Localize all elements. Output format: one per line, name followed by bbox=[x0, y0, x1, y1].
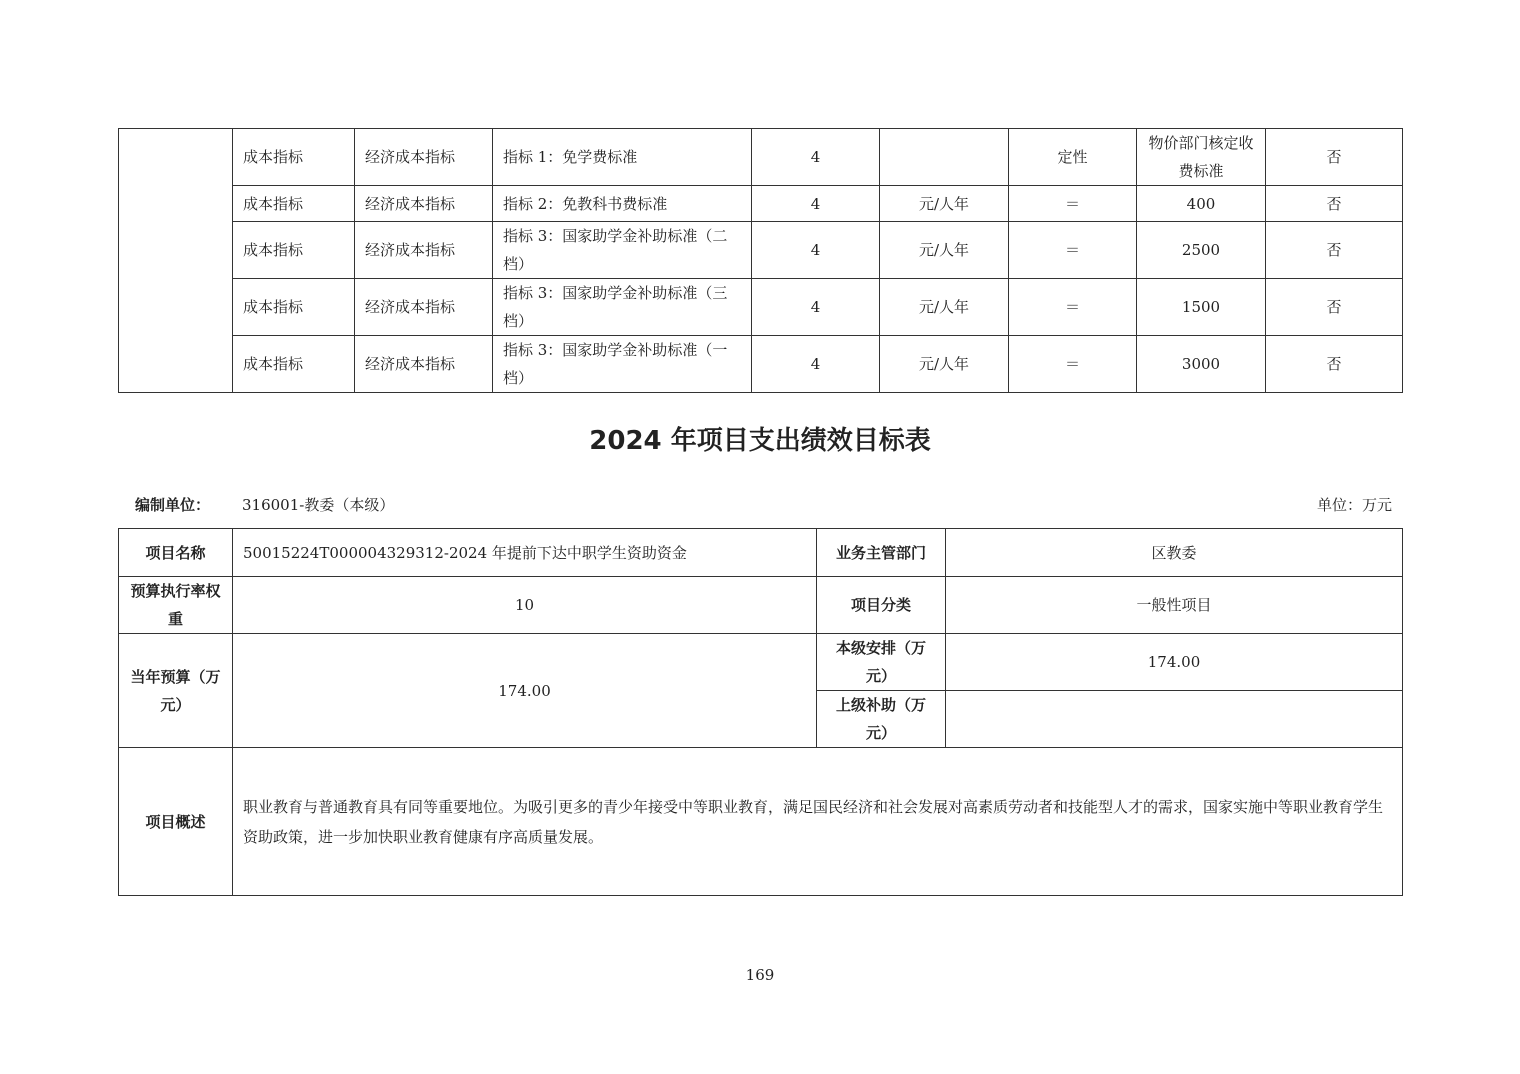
upper-subsidy-label: 上级补助（万元） bbox=[817, 691, 946, 748]
category-label: 项目分类 bbox=[817, 577, 946, 634]
table-row bbox=[119, 529, 1403, 577]
indicator-weight: 4 bbox=[752, 222, 880, 279]
table-row bbox=[119, 336, 1403, 393]
category-value: 一般性项目 bbox=[946, 577, 1403, 634]
indicator-negative: 否 bbox=[1266, 279, 1403, 336]
prepared-by-label: 编制单位： bbox=[135, 496, 211, 514]
indicator-negative: 否 bbox=[1266, 129, 1403, 186]
indicator-level1: 成本指标 bbox=[233, 186, 355, 222]
indicator-unit: 元/人年 bbox=[880, 186, 1009, 222]
indicator-name: 指标 2：免教科书费标准 bbox=[493, 186, 752, 222]
indicator-name: 指标 3：国家助学金补助标准（三档） bbox=[493, 279, 752, 336]
indicator-value: 3000 bbox=[1137, 336, 1266, 393]
page-title: 2024 年项目支出绩效目标表 bbox=[589, 426, 931, 456]
table-row bbox=[119, 129, 1403, 186]
indicator-level2: 经济成本指标 bbox=[355, 129, 493, 186]
indicator-negative: 否 bbox=[1266, 336, 1403, 393]
prepared-by-value: 316001-教委（本级） bbox=[242, 496, 395, 514]
indicator-symbol: ＝ bbox=[1009, 336, 1137, 393]
indicator-symbol: 定性 bbox=[1009, 129, 1137, 186]
table-row bbox=[119, 577, 1403, 634]
indicator-unit: 元/人年 bbox=[880, 336, 1009, 393]
indicator-negative: 否 bbox=[1266, 186, 1403, 222]
overview-value: 职业教育与普通教育具有同等重要地位。为吸引更多的青少年接受中等职业教育，满足国民经济和社会发展对高素质劳动者和技能型人才的需求，国家实施中等职业教育学生资助政策，进一步加快职业教育健康有序高质量发展。 bbox=[233, 748, 1403, 896]
indicator-unit: 元/人年 bbox=[880, 279, 1009, 336]
indicator-weight: 4 bbox=[752, 336, 880, 393]
indicator-name: 指标 1：免学费标准 bbox=[493, 129, 752, 186]
budget-label: 当年预算（万元） bbox=[119, 634, 233, 748]
indicator-symbol: ＝ bbox=[1009, 279, 1137, 336]
upper-subsidy-value bbox=[946, 691, 1403, 748]
indicator-level1: 成本指标 bbox=[233, 279, 355, 336]
indicator-value: 2500 bbox=[1137, 222, 1266, 279]
indicator-weight: 4 bbox=[752, 279, 880, 336]
indicator-unit bbox=[880, 129, 1009, 186]
indicator-unit: 元/人年 bbox=[880, 222, 1009, 279]
indicator-level2: 经济成本指标 bbox=[355, 222, 493, 279]
table-row bbox=[119, 634, 1403, 691]
indicator-level1: 成本指标 bbox=[233, 129, 355, 186]
exec-rate-label: 预算执行率权重 bbox=[119, 577, 233, 634]
table-row bbox=[119, 748, 1403, 896]
indicator-symbol: ＝ bbox=[1009, 186, 1137, 222]
indicator-negative: 否 bbox=[1266, 222, 1403, 279]
project-name-value: 50015224T000004329312-2024 年提前下达中职学生资助资金 bbox=[233, 529, 817, 577]
merged-category-cell bbox=[119, 129, 233, 393]
exec-rate-value: 10 bbox=[233, 577, 817, 634]
indicator-value: 400 bbox=[1137, 186, 1266, 222]
indicator-level2: 经济成本指标 bbox=[355, 336, 493, 393]
project-table bbox=[118, 528, 1403, 896]
dept-label: 业务主管部门 bbox=[817, 529, 946, 577]
indicator-name: 指标 3：国家助学金补助标准（二档） bbox=[493, 222, 752, 279]
indicator-level1: 成本指标 bbox=[233, 336, 355, 393]
dept-value: 区教委 bbox=[946, 529, 1403, 577]
table-row bbox=[119, 222, 1403, 279]
currency-unit: 单位：万元 bbox=[1316, 496, 1392, 514]
indicator-weight: 4 bbox=[752, 186, 880, 222]
local-arrangement-label: 本级安排（万元） bbox=[817, 634, 946, 691]
indicator-symbol: ＝ bbox=[1009, 222, 1137, 279]
table-row bbox=[119, 279, 1403, 336]
indicator-value: 物价部门核定收费标准 bbox=[1137, 129, 1266, 186]
project-name-label: 项目名称 bbox=[119, 529, 233, 577]
indicator-level2: 经济成本指标 bbox=[355, 279, 493, 336]
page-number: 169 bbox=[745, 966, 775, 984]
indicator-value: 1500 bbox=[1137, 279, 1266, 336]
indicator-level1: 成本指标 bbox=[233, 222, 355, 279]
overview-label: 项目概述 bbox=[119, 748, 233, 896]
budget-value: 174.00 bbox=[233, 634, 817, 748]
table-row bbox=[119, 186, 1403, 222]
indicator-level2: 经济成本指标 bbox=[355, 186, 493, 222]
indicator-name: 指标 3：国家助学金补助标准（一档） bbox=[493, 336, 752, 393]
indicator-weight: 4 bbox=[752, 129, 880, 186]
indicator-table bbox=[118, 128, 1403, 393]
local-arrangement-value: 174.00 bbox=[946, 634, 1403, 691]
